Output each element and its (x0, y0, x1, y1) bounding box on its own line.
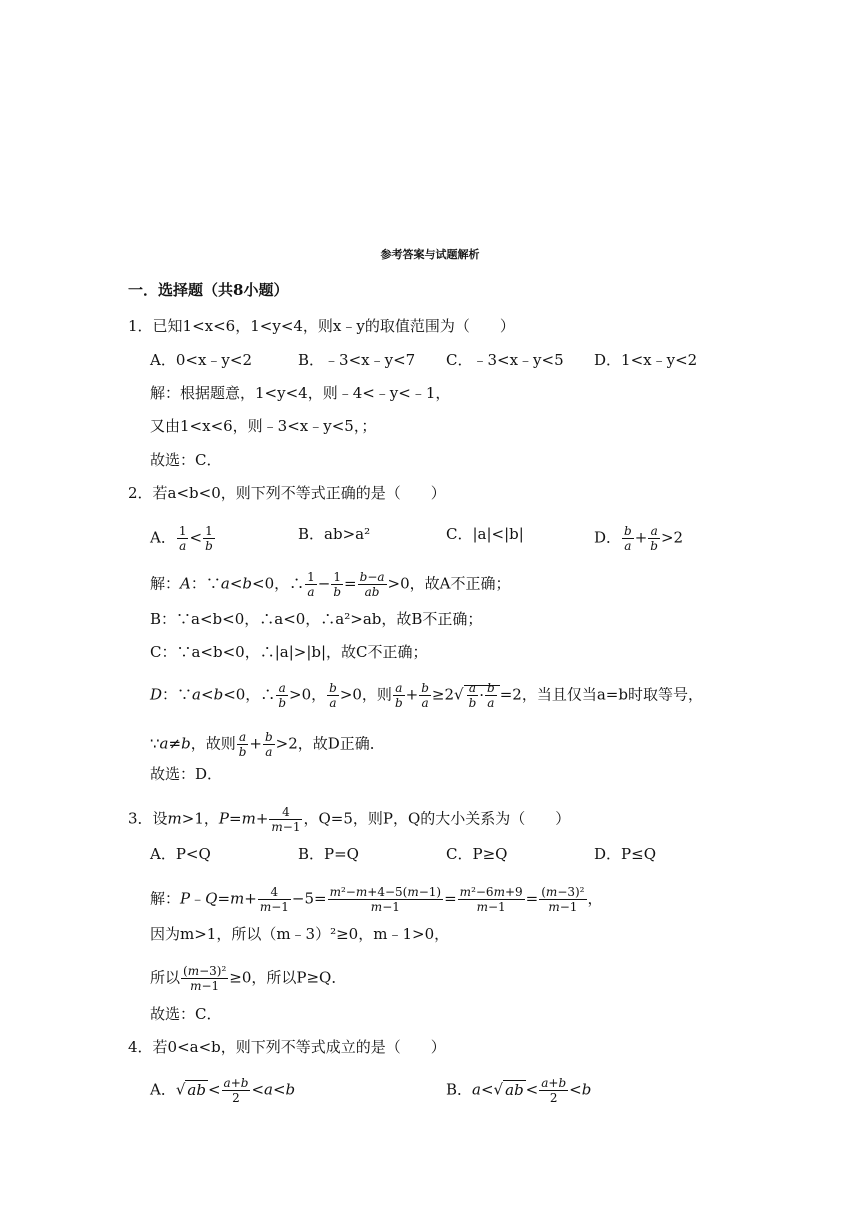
q3-solution-line-3-end: ≥0，所以P≥Q． (229, 968, 347, 987)
q4-option-a: A．√ ab < $\frac{a+b}{2}$ <a<b (150, 1076, 296, 1105)
q3-stem-end: ，Q=5，则P，Q的大小关系为（ ） (303, 809, 571, 828)
q1-option-d: D．1<x﹣y<2 (594, 351, 698, 369)
q1-option-b: B．﹣3<x﹣y<7 (298, 351, 416, 369)
q3-solution-line-1: 解：P﹣Q=m+ $\frac{4}{m-1}$ −5= $\frac{\text{m²−m+4−5(m−1)}}{m-1}$ = $\frac{\text{m²−6m+9}}{m-1}$ = $\frac{\text{(m−3)²}}{m-1}$ ， (150, 885, 603, 914)
question-4-stem: 4．若0<a<b，则下列不等式成立的是（ ） (128, 1038, 446, 1056)
q2-option-c: C．|a|<|b| (446, 525, 524, 543)
q3-solution-line-2: 因为m>1，所以（m﹣3）²≥0，m﹣1>0， (150, 925, 450, 943)
q3-option-d: D．P≤Q (594, 845, 656, 863)
q1-option-a: A．0<x﹣y<2 (150, 351, 252, 369)
section-heading: 一．选择题（共8小题） (128, 281, 289, 299)
q2-solution-a: 解：A：∵a<b<0，∴ $\frac{1}{a}$ − $\frac{1}{b}$ = $\frac{b-a}{ab}$ >0，故A不正确； (150, 570, 511, 599)
q4-option-b: B．a<√ ab < $\frac{a+b}{2}$ <b (446, 1076, 592, 1105)
question-3-stem: 3．设m>1，P=m+ $\frac{4}{m-1}$ ，Q=5，则P，Q的大小关系为（ ） (128, 805, 571, 834)
q2-solution-c: C：∵a<b<0，∴|a|>|b|，故C不正确； (150, 643, 428, 661)
q3-option-c: C．P≥Q (446, 845, 508, 863)
q2-solution-d-2: ∵a≠b，故则 $\frac{a}{b}$ + $\frac{b}{a}$ >2，故D正确． (150, 730, 385, 759)
page-title: 参考答案与试题解析 (380, 248, 480, 261)
q1-solution-line-2: 又由1<x<6，则﹣3<x﹣y<5，； (150, 417, 377, 435)
question-1-stem: 1．已知1<x<6，1<y<4，则x﹣y的取值范围为（ ） (128, 317, 515, 335)
q2-answer: 故选：D． (150, 765, 223, 783)
q3-solution-line-3: 所以 $\frac{\text{(m−3)²}}{m-1}$ ≥0，所以P≥Q． (150, 964, 347, 993)
q3-option-a: A．P<Q (150, 845, 211, 863)
q1-solution-line-1: 解：根据题意，1<y<4，则﹣4<﹣y<﹣1， (150, 384, 451, 402)
q1-option-c: C．﹣3<x﹣y<5 (446, 351, 564, 369)
q2-solution-d2-end: >2，故D正确． (275, 734, 385, 753)
q1-answer: 故选：C． (150, 451, 222, 469)
q2-solution-a-end: >0，故A不正确； (387, 574, 511, 593)
q2-solution-d-end: =2，当且仅当a=b时取等号， (499, 685, 703, 704)
q2-option-a: A． $\frac{1}{a}$ < $\frac{1}{b}$ (150, 524, 213, 553)
q2-solution-d: D：∵a<b<0，∴ $\frac{a}{b}$ >0， $\frac{b}{a}$ >0，则 $\frac{a}{b}$ + $\frac{b}{a}$ ≥2√ $\frac{a}{b}$ · $\frac{b}{a}$ =2，当且仅当a=b时取等号， (150, 681, 703, 710)
q2-option-d: D． $\frac{b}{a}$ + $\frac{a}{b}$ >2 (594, 524, 684, 553)
q2-solution-b: B：∵a<b<0，∴a<0，∴a²>ab，故B不正确； (150, 610, 483, 628)
q2-option-b: B．ab>a² (298, 525, 371, 543)
q3-answer: 故选：C． (150, 1005, 222, 1023)
q3-option-b: B．P=Q (298, 845, 359, 863)
question-2-stem: 2．若a<b<0，则下列不等式正确的是（ ） (128, 484, 446, 502)
